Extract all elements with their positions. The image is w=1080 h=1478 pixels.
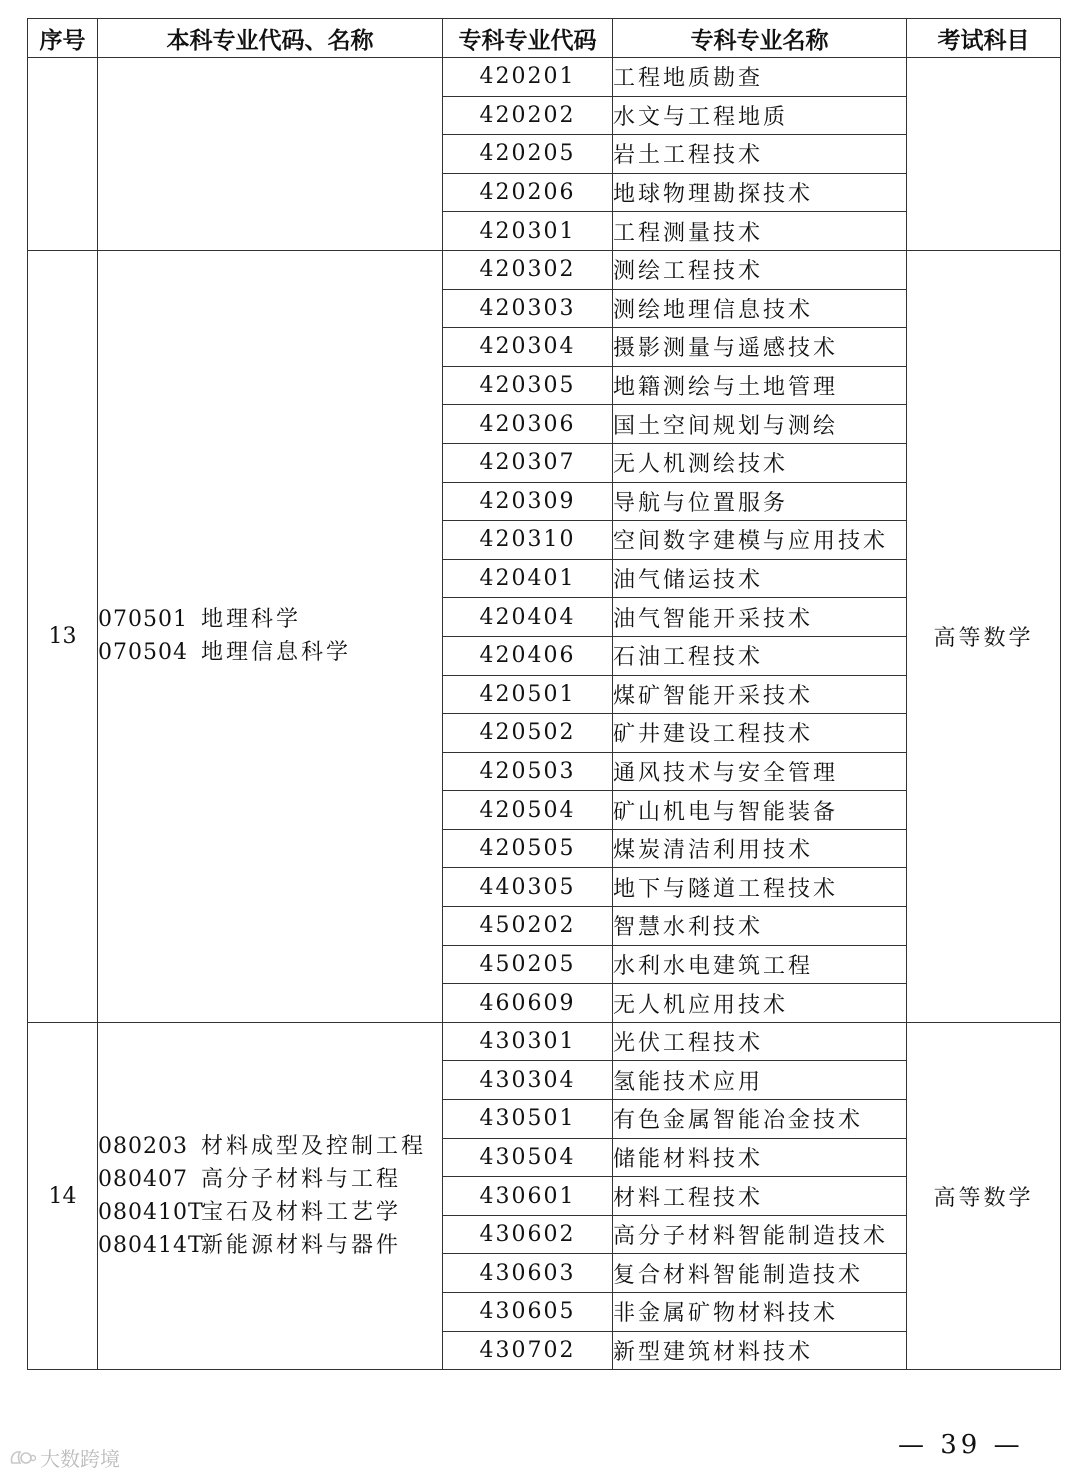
major-name: 水利水电建筑工程 [613,945,907,984]
undergrad-code: 070504 [98,640,188,666]
major-name: 矿山机电与智能装备 [613,791,907,830]
major-name: 地球物理勘探技术 [613,173,907,212]
major-name: 无人机测绘技术 [613,443,907,482]
undergrad-major [98,1196,442,1229]
major-code: 420305 [443,366,613,405]
undergrad-name: 新能源材料与器件 [201,1233,402,1259]
undergrad-major [98,1229,442,1262]
major-name: 氢能技术应用 [613,1061,907,1100]
undergrad-name: 材料成型及控制工程 [201,1134,427,1160]
major-name: 油气智能开采技术 [613,598,907,637]
undergrad-name: 高分子材料与工程 [201,1167,402,1193]
undergrad-major [98,603,442,636]
major-code: 420310 [443,521,613,560]
major-code: 430702 [443,1331,613,1370]
exam-subject: 高等数学 [907,250,1061,1022]
undergrad-code: 080410T [98,1200,204,1226]
undergrad-name: 宝石及材料工艺学 [201,1200,402,1226]
seq-cell: 13 [28,250,98,1022]
major-name: 地籍测绘与土地管理 [613,366,907,405]
major-name: 煤炭清洁利用技术 [613,829,907,868]
major-code: 450202 [443,907,613,946]
major-name: 高分子材料智能制造技术 [613,1215,907,1254]
major-name: 摄影测量与遥感技术 [613,328,907,367]
major-name: 无人机应用技术 [613,984,907,1023]
major-name: 工程测量技术 [613,212,907,251]
major-code: 420309 [443,482,613,521]
undergrad-code: 080414T [98,1233,204,1259]
undergrad-major [98,1130,442,1163]
major-code: 430301 [443,1022,613,1061]
undergrad-name: 地理信息科学 [201,640,352,666]
major-code: 430601 [443,1177,613,1216]
major-name: 国土空间规划与测绘 [613,405,907,444]
undergrad-name: 地理科学 [201,607,302,633]
undergrad-code: 080407 [98,1167,188,1193]
table-body [28,58,1061,1370]
undergrad-major [98,636,442,669]
major-name: 矿井建设工程技术 [613,714,907,753]
major-code: 420401 [443,559,613,598]
seq-cell: 14 [28,1022,98,1369]
major-code: 420205 [443,135,613,174]
major-code: 420503 [443,752,613,791]
major-code: 420206 [443,173,613,212]
page-number: — 39 — [898,1430,1024,1460]
major-code: 420504 [443,791,613,830]
major-name: 工程地质勘查 [613,58,907,97]
major-name: 智慧水利技术 [613,907,907,946]
major-code: 420301 [443,212,613,251]
major-name: 储能材料技术 [613,1138,907,1177]
major-code: 440305 [443,868,613,907]
seq-cell [28,58,98,251]
header-row [28,19,1061,58]
major-code: 450205 [443,945,613,984]
major-name: 材料工程技术 [613,1177,907,1216]
major-name: 非金属矿物材料技术 [613,1293,907,1332]
table-row [28,250,1061,289]
major-code: 420307 [443,443,613,482]
major-name: 煤矿智能开采技术 [613,675,907,714]
major-name: 空间数字建模与应用技术 [613,521,907,560]
major-name: 石油工程技术 [613,636,907,675]
header-seq: 序号 [28,19,98,58]
major-code: 420501 [443,675,613,714]
undergrad-code: 080203 [98,1134,188,1160]
major-name: 水文与工程地质 [613,96,907,135]
undergrad-major [98,1163,442,1196]
major-code: 430605 [443,1293,613,1332]
major-name: 新型建筑材料技术 [613,1331,907,1370]
major-code: 430602 [443,1215,613,1254]
header-name: 专科专业名称 [613,19,907,58]
watermark-text: 大数跨境 [40,1447,120,1471]
major-code: 420505 [443,829,613,868]
major-code: 420303 [443,289,613,328]
undergrad-code: 070501 [98,607,188,633]
major-name: 测绘地理信息技术 [613,289,907,328]
watermark-logo-icon [8,1447,36,1469]
watermark [8,1443,120,1472]
major-code: 420406 [443,636,613,675]
major-code: 420302 [443,250,613,289]
header-code: 专科专业代码 [443,19,613,58]
major-code: 420201 [443,58,613,97]
major-code: 420306 [443,405,613,444]
header-subject: 考试科目 [907,19,1061,58]
exam-subject [907,58,1061,251]
major-name: 光伏工程技术 [613,1022,907,1061]
header-undergrad: 本科专业代码、名称 [98,19,443,58]
major-code: 420502 [443,714,613,753]
major-name: 有色金属智能冶金技术 [613,1100,907,1139]
undergrad-cell [98,1022,443,1369]
major-code: 420304 [443,328,613,367]
major-code: 430603 [443,1254,613,1293]
table-row [28,1022,1061,1061]
major-name: 复合材料智能制造技术 [613,1254,907,1293]
undergrad-cell [98,250,443,1022]
major-code: 430304 [443,1061,613,1100]
major-name: 地下与隧道工程技术 [613,868,907,907]
major-code: 460609 [443,984,613,1023]
major-name: 岩土工程技术 [613,135,907,174]
major-code: 430501 [443,1100,613,1139]
undergrad-cell [98,58,443,251]
major-name: 导航与位置服务 [613,482,907,521]
exam-subject: 高等数学 [907,1022,1061,1369]
major-name: 油气储运技术 [613,559,907,598]
major-code: 420404 [443,598,613,637]
major-code: 430504 [443,1138,613,1177]
major-name: 通风技术与安全管理 [613,752,907,791]
table-row [28,58,1061,97]
majors-table [27,18,1061,1370]
major-code: 420202 [443,96,613,135]
major-name: 测绘工程技术 [613,250,907,289]
